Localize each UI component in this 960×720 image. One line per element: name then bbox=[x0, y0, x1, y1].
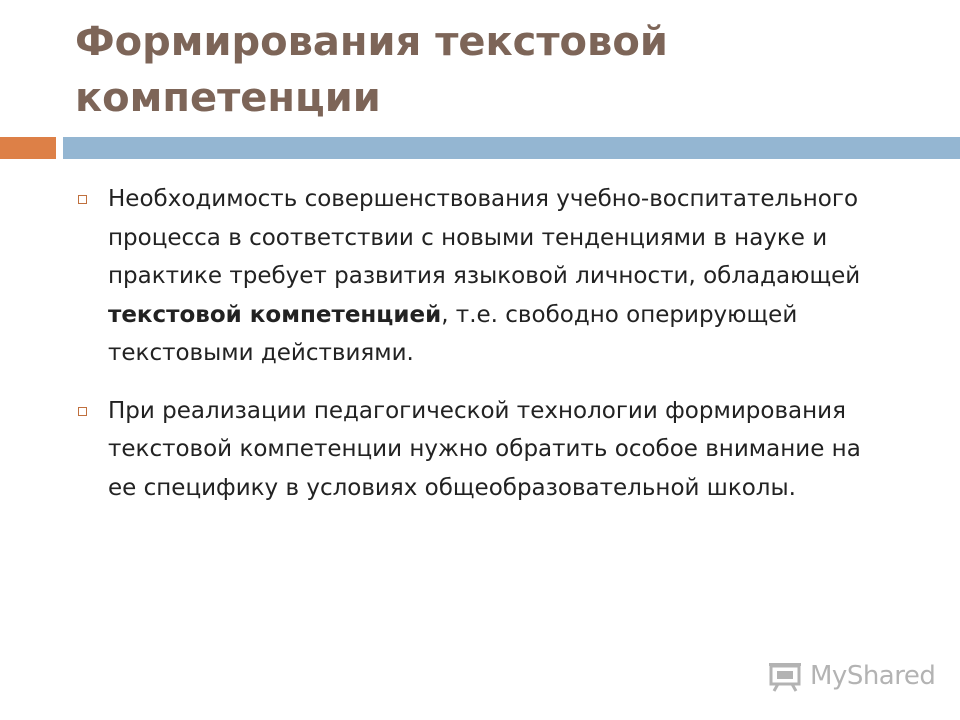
bullet-text bbox=[108, 180, 878, 373]
slide-title: Формирования текстовой компетенции bbox=[75, 19, 668, 121]
square-bullet-icon bbox=[78, 195, 87, 204]
watermark-logo-text: MyShared bbox=[810, 661, 936, 691]
bullet-text-regular: , т.е. свободно оперирующей текстовыми действиями. bbox=[108, 301, 798, 366]
bullet-item bbox=[78, 392, 878, 508]
presentation-board-icon bbox=[768, 660, 802, 692]
bullet-text-bold: текстовой компетенцией bbox=[108, 301, 442, 328]
title-accent-bar-orange bbox=[0, 137, 56, 159]
title-accent-bar-blue bbox=[63, 137, 960, 159]
bullet-text-regular: При реализации педагогической технологии формирования текстовой компетенции нужно обратить особое внимание на ее специфику в условиях общеобразовательной школы. bbox=[108, 397, 861, 501]
bullet-item bbox=[78, 180, 878, 373]
bullet-text bbox=[108, 392, 878, 508]
square-bullet-icon bbox=[78, 407, 87, 416]
bullet-text-regular: Необходимость совершенствования учебно-воспитательного процесса в соответствии с новыми тенденциями в науке и практике требует развития языковой личности, обладающей bbox=[108, 186, 861, 289]
watermark-logo bbox=[768, 658, 935, 694]
slide-content bbox=[78, 180, 878, 526]
